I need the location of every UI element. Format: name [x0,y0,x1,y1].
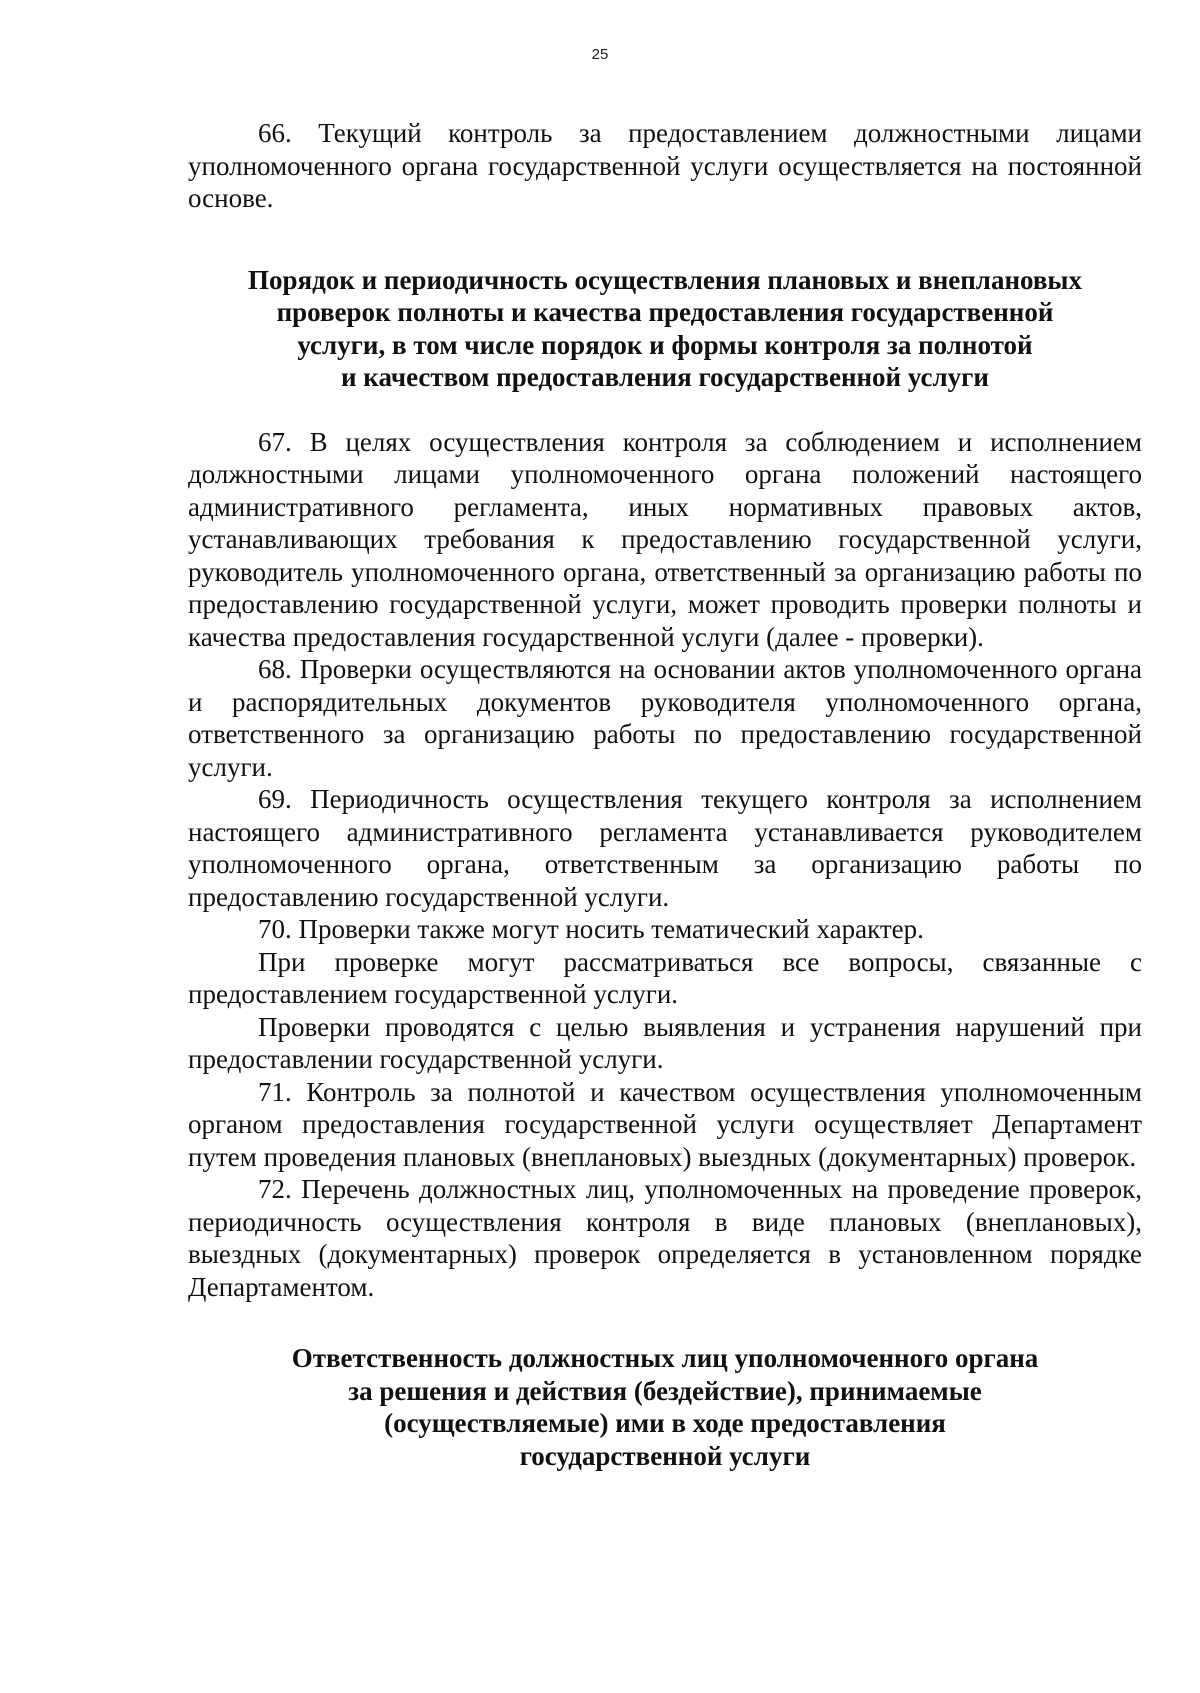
paragraph-67: 67. В целях осуществления контроля за соблюдением и исполнением должностными лицами уполномоченного органа положений настоящего административного регламента, иных нормативных правовых актов, устанавливающих требования к предоставлению государственной услуги, руководитель уполномоченного органа, ответственный за организацию работы по предоставлению государственной услуги, может проводить проверки полноты и качества предоставления государственной услуги (далее - проверки). [188,426,1142,652]
paragraph-66: 66. Текущий контроль за предоставлением должностными лицами уполномоченного органа государственной услуги осуществляется на постоянной основе. [188,118,1142,213]
heading-line: проверок полноты и качества предоставления государственной [276,297,1054,327]
heading-line: Порядок и периодичность осуществления плановых и внеплановых [248,264,1082,295]
document-body [188,117,1142,1472]
heading-line: государственной услуги [519,1440,811,1471]
heading-line: услуги, в том числе порядок и формы контроля за полнотой [297,329,1033,360]
paragraph-68: 68. Проверки осуществляются на основании актов уполномоченного органа и распорядительных документов руководителя уполномоченного органа, ответственного за организацию работы по предоставлению государственной услуги. [188,654,1142,782]
paragraph-71: 71. Контроль за полнотой и качеством осуществления уполномоченным органом предоставления государственной услуги осуществляет Департамент путем проведения плановых (внеплановых) выездных (документарных) проверок. [188,1076,1142,1172]
paragraph-69: 69. Периодичность осуществления текущего контроля за исполнением настоящего административного регламента устанавливается руководителем уполномоченного органа, ответственным за организацию работы по предоставлению государственной услуги. [188,784,1142,912]
heading-line: за решения и действия (бездействие), принимаемые [348,1375,982,1406]
paragraph-purpose: Проверки проводятся с целью выявления и устранения нарушений при предоставлении государственной услуги. [188,1011,1142,1074]
heading-line: (осуществляемые) ими в ходе предоставления [384,1408,946,1438]
paragraph-72: 72. Перечень должностных лиц, уполномоченных на проведение проверок, периодичность осуществления контроля в виде плановых (внеплановых), выездных (документарных) проверок определяется в установленном порядке Департаментом. [188,1174,1142,1302]
heading-line: Ответственность должностных лиц уполномоченного органа [291,1343,1039,1373]
heading-line: и качеством предоставления государственной услуги [341,362,989,392]
paragraph-thematic-questions: При проверке могут рассматриваться все вопросы, связанные с предоставлением государственной услуги. [188,946,1142,1009]
section-heading-responsibility [188,1342,1142,1472]
paragraph-70: 70. Проверки также могут носить тематический характер. [258,914,924,944]
page-number: 25 [591,46,609,63]
section-heading-inspections [188,264,1142,394]
